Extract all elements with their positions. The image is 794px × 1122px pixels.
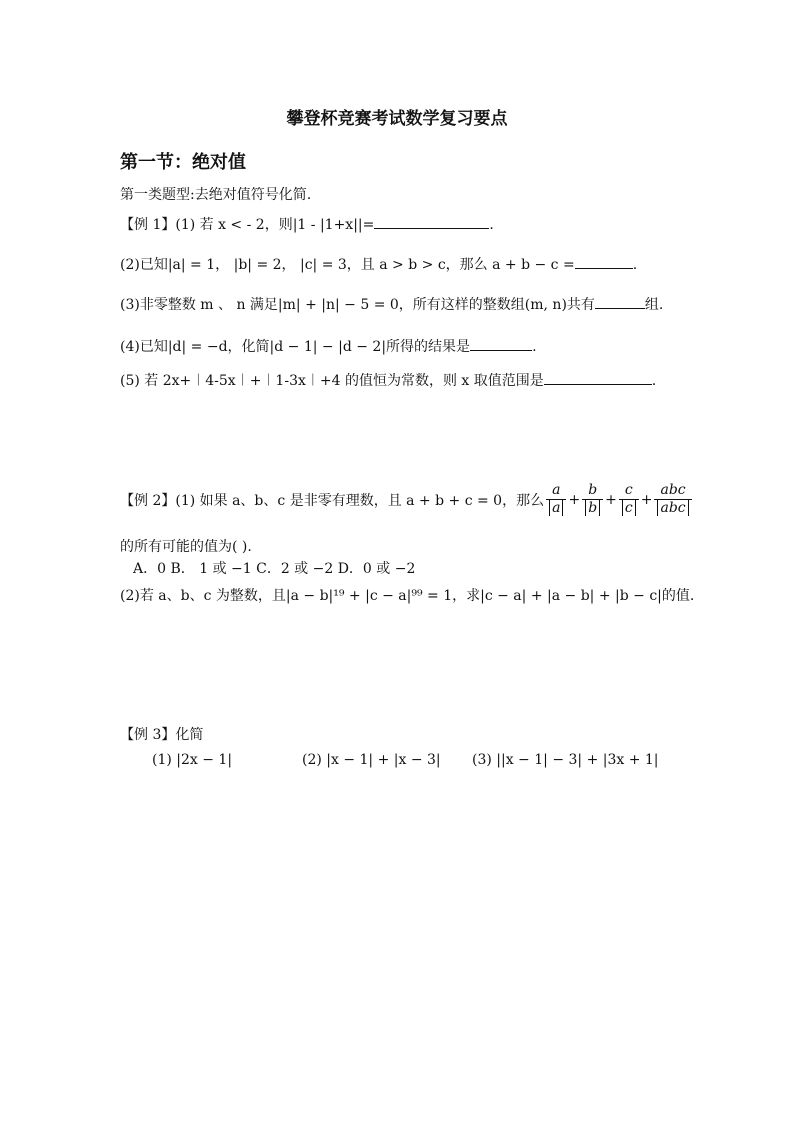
q3-end: 组. [644, 297, 664, 313]
q2-period: . [632, 257, 638, 273]
example-2-options: A．0 B． 1 或 −1 C．2 或 −2 D．0 或 −2 [133, 561, 416, 577]
example-1-q5-text: (5) 若 2x+︱4-5x︱+︱1-3x︱+4 的值恒为常数，则 x 取值范围是 [120, 373, 544, 389]
example-3-part-1: (1) |2x − 1| [152, 752, 233, 768]
q4-period: . [532, 339, 537, 355]
example-2-q1 [120, 482, 694, 517]
example-1-q2 [120, 254, 637, 274]
fraction-a: $\frac{a}{a}$ [546, 482, 566, 517]
q5-period: . [651, 373, 657, 389]
example-3-label: 【例 3】化简 [120, 727, 204, 743]
answer-blank [374, 216, 489, 229]
example-1-q2-text: (2)已知|a| = 1， |b| = 2， |c| = 3，且 a > b > c，那么 a + b − c = [120, 257, 575, 273]
example-1-q5 [120, 370, 656, 390]
fraction-c: $\frac{c}{c}$ [619, 482, 639, 517]
example-1-q3 [120, 294, 663, 314]
page-title: 攀登杯竞赛考试数学复习要点 [286, 109, 508, 129]
section-heading: 第一节：绝对值 [120, 152, 246, 173]
example-1-q4 [120, 336, 537, 356]
answer-blank [595, 296, 645, 309]
fraction-b: $\frac{b}{b}$ [582, 482, 603, 517]
example-3-part-3: (3) ||x − 1| − 3| + |3x + 1| [472, 752, 659, 768]
example-1-q1 [120, 214, 494, 234]
fraction-abc: $\frac{\text{abc}}{\text{abc}}$ [654, 482, 691, 517]
example-3-part-2: (2) |x − 1| + |x − 3| [302, 752, 441, 768]
example-2-q1-text: 【例 2】(1) 如果 a、b、c 是非零有理数，且 a + b + c = 0，那么 [120, 492, 545, 509]
answer-blank [470, 338, 532, 351]
example-1-q1-text: 【例 1】(1) 若 x < - 2，则|1 - |1+x||= [120, 217, 375, 233]
plus-sign: + [568, 491, 581, 508]
example-1-q4-text: (4)已知|d| = −d，化简|d − 1| − |d − 2|所得的结果是 [120, 339, 471, 355]
plus-sign: + [605, 491, 617, 508]
question-type-1: 第一类题型:去绝对值符号化简. [120, 187, 312, 203]
answer-blank [575, 256, 633, 269]
example-2-q1-tail: 的所有可能的值为( ). [120, 539, 252, 555]
q1-period: . [489, 217, 494, 233]
example-2-q2: (2)若 a、b、c 为整数，且|a − b|¹⁹ + |c − a|⁹⁹ = 1，求|c − a| + |a − b| + |b − c|的值. [120, 588, 695, 604]
example-1-q3-text: (3)非零整数 m 、 n 满足|m| + |n| − 5 = 0，所有这样的整数组(m, n)共有 [120, 297, 595, 313]
plus-sign: + [640, 491, 653, 508]
answer-blank [544, 372, 652, 385]
